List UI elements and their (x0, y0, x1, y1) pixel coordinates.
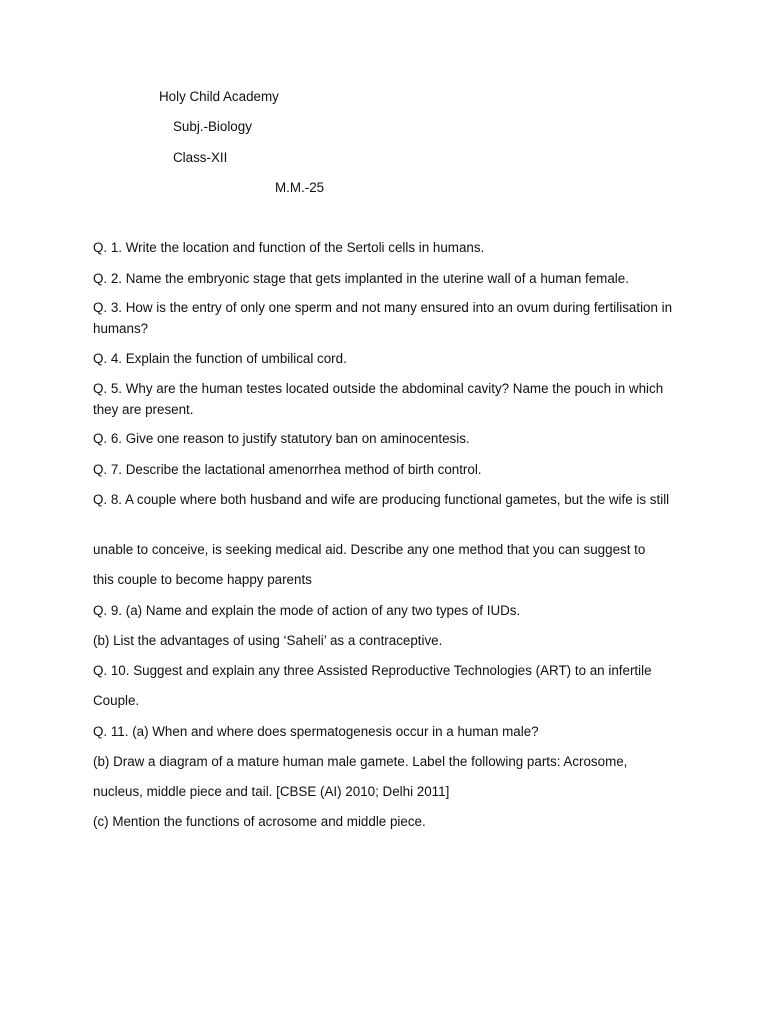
question-4: Q. 4. Explain the function of umbilical cord. (93, 351, 347, 366)
question-9-part-b: (b) List the advantages of using ‘Saheli’ as a contraceptive. (93, 633, 443, 648)
question-3: Q. 3. How is the entry of only one sperm and not many ensured into an ovum during fertilisation in humans? (93, 300, 673, 336)
question-8-line-1: Q. 8. A couple where both husband and wife are producing functional gametes, but the wife is still (93, 492, 670, 507)
question-10-line-2: Couple. (93, 693, 140, 708)
question-9-part-a: Q. 9. (a) Name and explain the mode of action of any two types of IUDs. (93, 603, 521, 618)
question-11-part-b-line-2: nucleus, middle piece and tail. [CBSE (AI) 2010; Delhi 2011] (93, 784, 450, 799)
question-11-part-a: Q. 11. (a) When and where does spermatogenesis occur in a human male? (93, 724, 539, 739)
question-11-part-c: (c) Mention the functions of acrosome and middle piece. (93, 814, 426, 829)
school-name: Holy Child Academy (159, 89, 279, 104)
class-label: Class-XII (173, 150, 228, 165)
question-10-line-1: Q. 10. Suggest and explain any three Assisted Reproductive Technologies (ART) to an infertile (93, 663, 652, 678)
question-6: Q. 6. Give one reason to justify statutory ban on aminocentesis. (93, 431, 470, 446)
question-2: Q. 2. Name the embryonic stage that gets implanted in the uterine wall of a human female. (93, 271, 629, 286)
subject-label: Subj.-Biology (173, 119, 252, 134)
question-7: Q. 7. Describe the lactational amenorrhea method of birth control. (93, 462, 482, 477)
question-5: Q. 5. Why are the human testes located outside the abdominal cavity? Name the pouch in which they are present. (93, 381, 664, 417)
question-11-part-b-line-1: (b) Draw a diagram of a mature human male gamete. Label the following parts: Acrosome, (93, 754, 628, 769)
question-8-line-2: unable to conceive, is seeking medical aid. Describe any one method that you can suggest to (93, 542, 646, 557)
max-marks-label: M.M.-25 (275, 180, 325, 195)
question-8-line-3: this couple to become happy parents (93, 572, 312, 587)
question-1: Q. 1. Write the location and function of the Sertoli cells in humans. (93, 240, 485, 255)
